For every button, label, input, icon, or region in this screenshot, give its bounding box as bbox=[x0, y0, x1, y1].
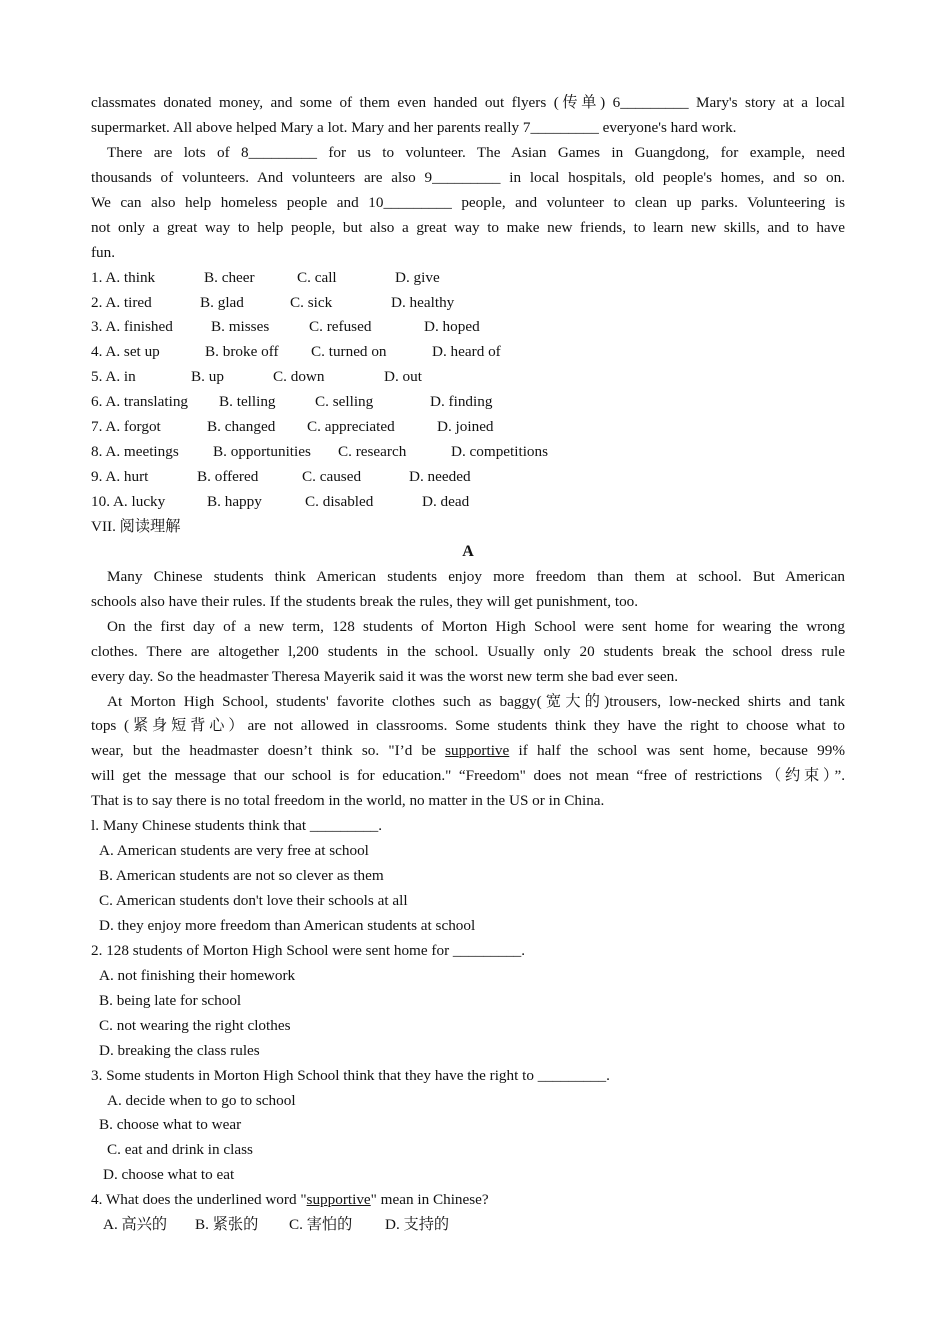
cloze-option-row bbox=[91, 440, 845, 465]
option-d: D. hoped bbox=[424, 318, 480, 336]
option-d: D. needed bbox=[409, 468, 471, 486]
passage-line: tops (紧身短背心）are not allowed in classrooms. Some students think they have the right to choose what to bbox=[91, 717, 845, 735]
option-d: D. give bbox=[395, 268, 440, 286]
section-title: VII. 阅读理解 bbox=[91, 517, 181, 535]
question-stem: 3. Some students in Morton High School think that they have the right to _________. bbox=[91, 1066, 610, 1084]
passage-line: not only a great way to help people, but also a great way to make new friends, to learn new skills, and to have bbox=[91, 218, 845, 236]
option-c: C. call bbox=[297, 268, 337, 286]
passage-line: That is to say there is no total freedom in the world, no matter in the US or in China. bbox=[91, 792, 605, 810]
cloze-option-row bbox=[91, 465, 845, 490]
option-b: B. glad bbox=[200, 293, 244, 311]
option-c: C. refused bbox=[309, 318, 372, 336]
text-segment: if half the school was sent home, because 99% bbox=[509, 742, 846, 760]
option-d: D. finding bbox=[430, 393, 493, 411]
question-stem: 2. 128 students of Morton High School were sent home for _________. bbox=[91, 941, 526, 959]
option-d: D. out bbox=[384, 368, 422, 386]
cloze-option-row bbox=[91, 291, 845, 316]
option-a: 10. A. lucky bbox=[91, 493, 166, 510]
answer-option: A. not finishing their homework bbox=[99, 966, 296, 984]
question-stem bbox=[91, 1188, 845, 1213]
passage-line: fun. bbox=[91, 243, 116, 261]
passage-line: will get the message that our school is for education." “Freedom" does not mean “free of restrictions（约束）”. bbox=[91, 767, 845, 785]
answer-option: D. choose what to eat bbox=[103, 1166, 235, 1184]
option-b: B. up bbox=[191, 368, 224, 386]
question-stem: l. Many Chinese students think that _________. bbox=[91, 817, 383, 835]
passage-line: every day. So the headmaster Theresa Mayerik said it was the worst new term she bad ever seen. bbox=[91, 667, 679, 685]
option-c: C. research bbox=[338, 443, 407, 461]
cloze-option-row bbox=[91, 390, 845, 415]
option-a: 1. A. think bbox=[91, 268, 156, 286]
passage-line: There are lots of 8_________ for us to volunteer. The Asian Games in Guangdong, for example, need bbox=[107, 143, 845, 161]
answer-option: C. not wearing the right clothes bbox=[99, 1016, 291, 1034]
answer-option: B. 紧张的 bbox=[195, 1216, 259, 1234]
option-b: B. cheer bbox=[204, 268, 255, 286]
option-c: C. turned on bbox=[311, 343, 387, 361]
option-a: 7. A. forgot bbox=[91, 418, 161, 436]
option-a: 3. A. finished bbox=[91, 318, 173, 336]
option-a: 9. A. hurt bbox=[91, 468, 149, 486]
answer-option: B. choose what to wear bbox=[99, 1116, 242, 1134]
option-d: D. dead bbox=[422, 493, 470, 510]
answer-option: D. 支持的 bbox=[385, 1216, 450, 1234]
passage-line: clothes. There are altogether l,200 students in the school. Usually only 20 students break the school dress rule bbox=[91, 642, 845, 660]
option-b: B. offered bbox=[197, 468, 259, 486]
answer-option: B. being late for school bbox=[99, 991, 242, 1009]
cloze-option-row bbox=[91, 340, 845, 365]
passage-line: Many Chinese students think American students enjoy more freedom than them at school. But American bbox=[107, 567, 845, 585]
passage-line: thousands of volunteers. And volunteers are also 9_________ in local hospitals, old people's homes, and so on. bbox=[91, 168, 845, 186]
passage-line: We can also help homeless people and 10_________ people, and volunteer to clean up parks. Volunteering is bbox=[91, 193, 845, 211]
option-a: 5. A. in bbox=[91, 368, 136, 386]
answer-option: A. 高兴的 bbox=[103, 1216, 168, 1234]
passage-line: At Morton High School, students' favorite clothes such as baggy(宽大的)trousers, low-necked shirts and tank bbox=[107, 692, 845, 710]
option-a: 4. A. set up bbox=[91, 343, 160, 361]
option-a: 8. A. meetings bbox=[91, 443, 179, 461]
option-d: D. joined bbox=[437, 418, 494, 436]
option-c: C. disabled bbox=[305, 493, 374, 510]
passage-title: A bbox=[462, 542, 474, 560]
option-c: C. appreciated bbox=[307, 418, 395, 436]
text-segment: 4. What does the underlined word " bbox=[91, 1191, 307, 1209]
option-b: B. changed bbox=[207, 418, 276, 436]
option-b: B. telling bbox=[219, 393, 276, 411]
cloze-option-row bbox=[91, 266, 845, 291]
answer-option: C. eat and drink in class bbox=[107, 1141, 253, 1159]
answer-options-row bbox=[91, 1213, 845, 1238]
underlined-word: supportive bbox=[306, 1191, 371, 1209]
text-segment: wear, but the headmaster doesn’t think so. "I’d be bbox=[91, 742, 446, 760]
answer-option: C. American students don't love their schools at all bbox=[99, 892, 408, 909]
passage-line: classmates donated money, and some of them even handed out flyers (传单) 6_________ Mary's story at a local bbox=[91, 94, 845, 111]
text-segment: " mean in Chinese? bbox=[370, 1191, 489, 1209]
cloze-option-row bbox=[91, 415, 845, 440]
cloze-option-row bbox=[91, 490, 845, 515]
answer-option: A. decide when to go to school bbox=[107, 1091, 296, 1109]
answer-option: B. American students are not so clever as them bbox=[99, 867, 384, 885]
answer-option: D. breaking the class rules bbox=[99, 1041, 260, 1059]
passage-line bbox=[91, 739, 845, 764]
option-b: B. happy bbox=[207, 493, 262, 510]
passage-line: On the first day of a new term, 128 students of Morton High School were sent home for wearing the wrong bbox=[107, 617, 845, 635]
passage-line: supermarket. All above helped Mary a lot. Mary and her parents really 7_________ everyone's hard work. bbox=[91, 118, 737, 136]
option-b: B. broke off bbox=[205, 343, 279, 361]
answer-option: C. 害怕的 bbox=[289, 1216, 353, 1234]
underlined-word: supportive bbox=[445, 742, 510, 760]
answer-option: A. American students are very free at school bbox=[99, 842, 369, 860]
option-c: C. down bbox=[273, 368, 325, 386]
cloze-option-row bbox=[91, 365, 845, 390]
option-c: C. selling bbox=[315, 393, 374, 411]
option-a: 2. A. tired bbox=[91, 293, 152, 311]
option-c: C. sick bbox=[290, 293, 333, 311]
option-d: D. competitions bbox=[451, 443, 549, 461]
option-d: D. healthy bbox=[391, 293, 455, 311]
passage-line: schools also have their rules. If the students break the rules, they will get punishment, too. bbox=[91, 592, 639, 610]
option-c: C. caused bbox=[302, 468, 362, 486]
cloze-option-row bbox=[91, 315, 845, 340]
option-a: 6. A. translating bbox=[91, 393, 189, 411]
option-b: B. opportunities bbox=[213, 443, 311, 461]
option-d: D. heard of bbox=[432, 343, 501, 361]
answer-option: D. they enjoy more freedom than American students at school bbox=[99, 916, 476, 934]
option-b: B. misses bbox=[211, 318, 270, 336]
document-page bbox=[91, 91, 845, 1238]
